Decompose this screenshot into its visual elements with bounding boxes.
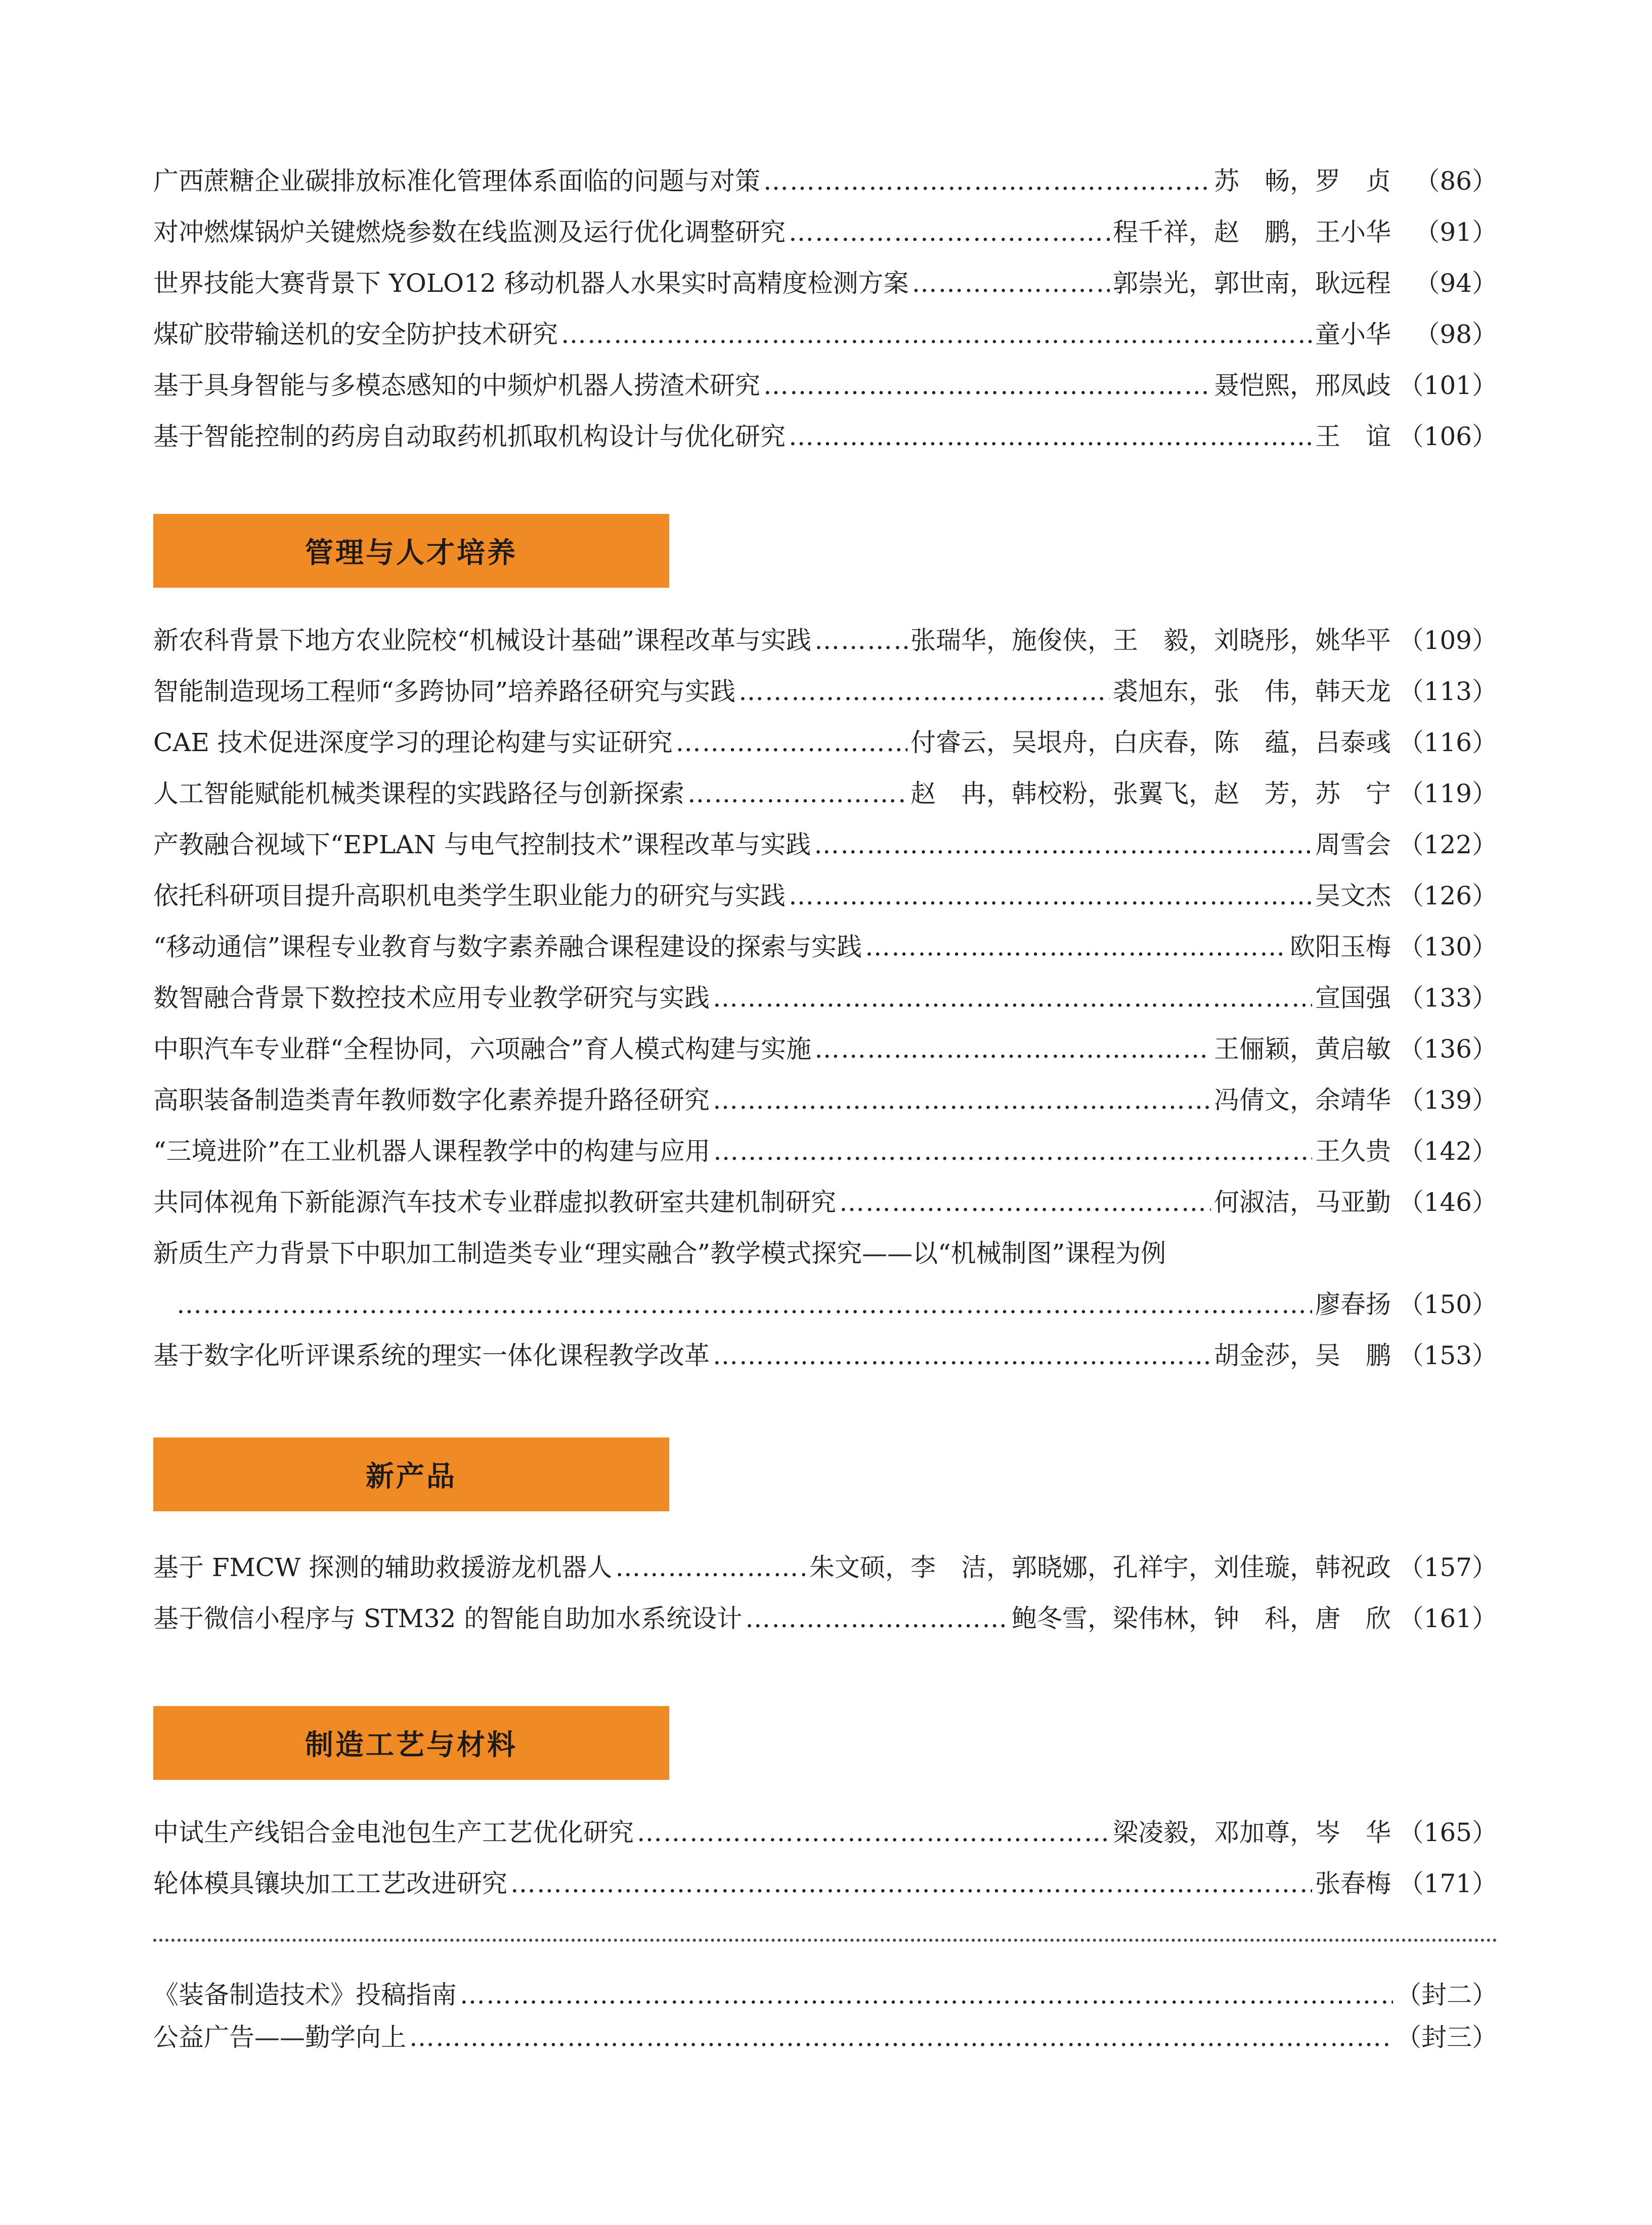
toc-entry[interactable] <box>153 1030 1497 1068</box>
entry-authors: 张春梅 <box>1315 1869 1391 1898</box>
toc-entry[interactable] <box>153 1864 1497 1903</box>
entry-authors: 郭崇光，郭世南，耿远程 <box>1113 269 1391 298</box>
leader-dots <box>789 877 1312 915</box>
toc-entry[interactable] <box>153 928 1497 966</box>
entry-authors: 廖春扬 <box>1315 1290 1391 1319</box>
leader-dots <box>713 1132 1312 1170</box>
entry-authors: 鲍冬雪，梁伟林，钟 科，唐 欣 <box>1012 1604 1391 1633</box>
toc-entry[interactable] <box>153 1548 1497 1587</box>
toc-extra-entry[interactable] <box>153 2018 1497 2057</box>
toc-entry[interactable] <box>153 366 1497 405</box>
entry-page: （101） <box>1398 371 1497 400</box>
entry-page: （94） <box>1414 269 1497 298</box>
section-header-manufacturing-materials: 制造工艺与材料 <box>153 1706 669 1780</box>
entry-page: （126） <box>1398 881 1497 910</box>
entry-title: 依托科研项目提升高职机电类学生职业能力的研究与实践 <box>153 881 786 910</box>
entry-title: 煤矿胶带输送机的安全防护技术研究 <box>153 320 558 349</box>
entry-title: 新农科背景下地方农业院校“机械设计基础”课程改革与实践 <box>153 626 812 655</box>
entry-authors: 吴文杰 <box>1315 881 1391 910</box>
entry-authors: 童小华 <box>1315 320 1391 349</box>
toc-entry[interactable] <box>153 723 1497 762</box>
leader-dots <box>637 1813 1110 1852</box>
entry-title: 基于具身智能与多模态感知的中频炉机器人捞渣术研究 <box>153 371 760 400</box>
entry-title: 广西蔗糖企业碳排放标准化管理体系面临的问题与对策 <box>153 166 760 196</box>
leader-dots <box>676 723 907 762</box>
entry-title: 对冲燃煤锅炉关键燃烧参数在线监测及运行优化调整研究 <box>153 217 786 247</box>
entry-authors: 宣国强 <box>1315 983 1391 1013</box>
entry-authors: 聂恺熙，邢凤歧 <box>1214 371 1391 400</box>
entry-page: （133） <box>1398 983 1497 1013</box>
toc-entry[interactable] <box>153 672 1497 711</box>
entry-page: （165） <box>1398 1818 1497 1847</box>
toc-entry[interactable] <box>153 1183 1497 1221</box>
entry-page: （161） <box>1398 1604 1497 1633</box>
entry-authors: 付睿云，吴垠舟，白庆春，陈 蕴，吕泰彧 <box>910 728 1391 757</box>
entry-title: 公益广告——勤学向上 <box>153 2023 406 2052</box>
toc-entry[interactable] <box>153 621 1497 660</box>
entry-authors: 周雪会 <box>1315 830 1391 859</box>
entry-page: （146） <box>1398 1188 1497 1217</box>
entry-title: 轮体模具镶块加工工艺改进研究 <box>153 1869 507 1898</box>
toc-entry[interactable] <box>153 1081 1497 1119</box>
leader-dots <box>687 774 907 813</box>
toc-entry[interactable] <box>153 417 1497 456</box>
leader-dots <box>763 162 1211 200</box>
toc-entry[interactable] <box>153 1336 1497 1375</box>
entry-page: （109） <box>1398 626 1497 655</box>
entry-page: （91） <box>1414 217 1497 247</box>
entry-authors: 梁凌毅，邓加尊，岑 华 <box>1113 1818 1391 1847</box>
toc-entry[interactable] <box>153 1599 1497 1638</box>
entry-page: （150） <box>1398 1290 1497 1319</box>
entry-page: （130） <box>1398 932 1497 962</box>
entry-title: “移动通信”课程专业教育与数字素养融合课程建设的探索与实践 <box>153 932 862 962</box>
entry-title: 共同体视角下新能源汽车技术专业群虚拟教研室共建机制研究 <box>153 1188 836 1217</box>
entry-title: 高职装备制造类青年教师数字化素养提升路径研究 <box>153 1085 710 1115</box>
toc-entry[interactable] <box>153 264 1497 302</box>
entry-page: （封二） <box>1396 1980 1497 2010</box>
entry-page: （106） <box>1398 422 1497 451</box>
entry-authors: 朱文硕，李 洁，郭晓娜，孔祥宇，刘佳璇，韩祝政 <box>809 1553 1391 1582</box>
entry-authors: 欧阳玉梅 <box>1290 932 1391 962</box>
entry-page: （119） <box>1398 779 1497 808</box>
toc-entry[interactable] <box>153 162 1497 200</box>
entry-title: 基于智能控制的药房自动取药机抓取机构设计与优化研究 <box>153 422 786 451</box>
entry-page: （142） <box>1398 1137 1497 1166</box>
entry-title: 人工智能赋能机械类课程的实践路径与创新探索 <box>153 779 684 808</box>
entry-title: CAE 技术促进深度学习的理论构建与实证研究 <box>153 728 673 757</box>
entry-authors: 王俪颖，黄启敏 <box>1214 1034 1391 1064</box>
entry-title: “三境进阶”在工业机器人课程教学中的构建与应用 <box>153 1137 711 1166</box>
entry-page: （封三） <box>1396 2023 1497 2052</box>
leader-dots <box>510 1864 1312 1903</box>
entry-page: （153） <box>1398 1341 1497 1370</box>
leader-dots <box>713 1336 1211 1375</box>
leader-dots <box>789 417 1312 456</box>
entry-title: 基于数字化听评课系统的理实一体化课程教学改革 <box>153 1341 710 1370</box>
toc-entry[interactable] <box>153 877 1497 915</box>
entry-page: （116） <box>1398 728 1497 757</box>
entry-title: 产教融合视域下“EPLAN 与电气控制技术”课程改革与实践 <box>153 830 811 859</box>
entry-authors: 冯倩文，余靖华 <box>1214 1085 1391 1115</box>
leader-dots <box>745 1599 1009 1638</box>
entry-title: 智能制造现场工程师“多跨协同”培养路径研究与实践 <box>153 677 736 706</box>
entry-page: （98） <box>1414 320 1497 349</box>
toc-extra-entry[interactable] <box>153 1976 1497 2014</box>
entry-page: （157） <box>1398 1553 1497 1582</box>
entry-authors: 胡金莎，吴 鹏 <box>1214 1341 1391 1370</box>
leader-dots <box>409 2018 1393 2057</box>
leader-dots <box>177 1285 1312 1324</box>
dotted-separator <box>153 1939 1497 1942</box>
toc-entry[interactable] <box>153 315 1497 354</box>
entry-title[interactable]: 新质生产力背景下中职加工制造类专业“理实融合”教学模式探究——以“机械制图”课程为例 <box>153 1239 1166 1268</box>
leader-dots <box>763 366 1211 405</box>
leader-dots <box>912 264 1110 302</box>
toc-entry[interactable] <box>153 979 1497 1017</box>
toc-entry[interactable] <box>153 774 1497 813</box>
toc-entry[interactable] <box>153 1813 1497 1852</box>
toc-entry[interactable] <box>153 1132 1497 1170</box>
leader-dots <box>814 825 1312 864</box>
entry-authors: 张瑞华，施俊侠，王 毅，刘晓彤，姚华平 <box>910 626 1391 655</box>
section-header-management-talent: 管理与人才培养 <box>153 514 669 588</box>
leader-dots <box>615 1548 806 1587</box>
entry-page: （139） <box>1398 1085 1497 1115</box>
entry-title: 数智融合背景下数控技术应用专业教学研究与实践 <box>153 983 710 1013</box>
entry-authors: 王 谊 <box>1315 422 1391 451</box>
entry-title: 中试生产线铝合金电池包生产工艺优化研究 <box>153 1818 634 1847</box>
entry-authors: 王久贵 <box>1315 1137 1391 1166</box>
leader-dots <box>460 1976 1393 2014</box>
leader-dots <box>713 979 1312 1017</box>
entry-authors: 程千祥，赵 鹏，王小华 <box>1113 217 1391 247</box>
section-header-new-products: 新产品 <box>153 1437 669 1511</box>
entry-page: （113） <box>1398 677 1497 706</box>
entry-title: 中职汽车专业群“全程协同，六项融合”育人模式构建与实施 <box>153 1034 812 1064</box>
leader-dots <box>738 672 1110 711</box>
entry-page: （86） <box>1414 166 1497 196</box>
entry-title: 世界技能大赛背景下 YOLO12 移动机器人水果实时高精度检测方案 <box>153 269 909 298</box>
toc-entry[interactable] <box>153 825 1497 864</box>
toc-entry[interactable] <box>153 213 1497 251</box>
entry-page: （122） <box>1398 830 1497 859</box>
toc-entry-continuation[interactable] <box>153 1285 1497 1324</box>
leader-dots <box>561 315 1312 354</box>
entry-title: 基于微信小程序与 STM32 的智能自助加水系统设计 <box>153 1604 743 1633</box>
entry-page: （171） <box>1398 1869 1497 1898</box>
leader-dots <box>814 1030 1211 1068</box>
entry-authors: 何淑洁，马亚勤 <box>1214 1188 1391 1217</box>
entry-authors: 赵 冉，韩校粉，张翼飞，赵 芳，苏 宁 <box>910 779 1391 808</box>
entry-authors: 苏 畅，罗 贞 <box>1214 166 1391 196</box>
entry-title: 《装备制造技术》投稿指南 <box>153 1980 457 2010</box>
leader-dots <box>713 1081 1211 1119</box>
leader-dots <box>789 213 1110 251</box>
leader-dots <box>839 1183 1211 1221</box>
entry-page: （136） <box>1398 1034 1497 1064</box>
leader-dots <box>814 621 907 660</box>
entry-authors: 裘旭东，张 伟，韩天龙 <box>1113 677 1391 706</box>
entry-title: 基于 FMCW 探测的辅助救援游龙机器人 <box>153 1553 613 1582</box>
leader-dots <box>865 928 1287 966</box>
